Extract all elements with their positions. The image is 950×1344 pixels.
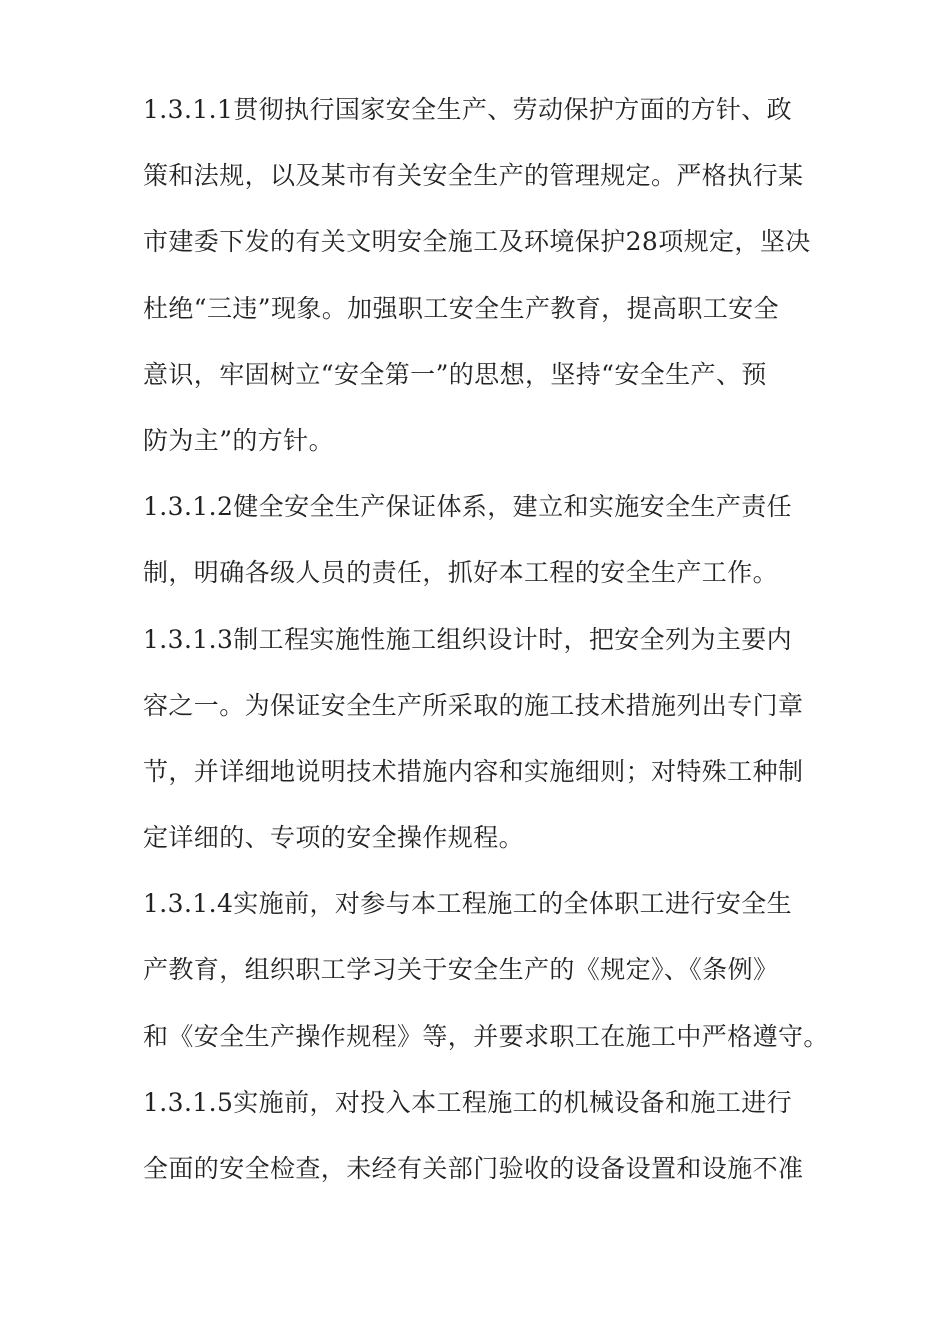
text-line: 市建委下发的有关文明安全施工及环境保护28项规定，坚决 <box>143 227 811 257</box>
text-line: 防为主”的方针。 <box>143 425 334 455</box>
text-line: 1.3.1.4实施前，对参与本工程施工的全体职工进行安全生 <box>143 889 793 919</box>
text-line: 杜绝“三违”现象。加强职工安全生产教育，提高职工安全 <box>143 293 779 323</box>
text-line: 产教育，组织职工学习关于安全生产的《规定》、《条例》 <box>143 955 779 985</box>
text-line: 制，明确各级人员的责任，抓好本工程的安全生产工作。 <box>143 558 779 588</box>
text-line: 意识，牢固树立“安全第一”的思想，坚持“安全生产、预 <box>143 359 767 389</box>
text-line: 节，并详细地说明技术措施内容和实施细则；对特殊工种制 <box>143 756 804 786</box>
text-line: 容之一。为保证安全生产所采取的施工技术措施列出专门章 <box>143 690 804 720</box>
text-line: 和《安全生产操作规程》等，并要求职工在施工中严格遵守。 <box>143 1021 829 1051</box>
text-line: 1.3.1.2健全安全生产保证体系，建立和实施安全生产责任 <box>143 492 793 522</box>
text-line: 策和法规，以及某市有关安全生产的管理规定。严格执行某 <box>143 161 804 191</box>
text-line: 1.3.1.3制工程实施性施工组织设计时，把安全列为主要内 <box>143 624 793 654</box>
document-body <box>143 82 829 1207</box>
text-line: 全面的安全检查，未经有关部门验收的设备设置和设施不准 <box>143 1154 804 1183</box>
text-line: 定详细的、专项的安全操作规程。 <box>143 823 525 853</box>
text-line: 1.3.1.5实施前，对投入本工程施工的机械设备和施工进行 <box>143 1087 793 1117</box>
text-line: 1.3.1.1贯彻执行国家安全生产、劳动保护方面的方针、政 <box>143 95 793 124</box>
